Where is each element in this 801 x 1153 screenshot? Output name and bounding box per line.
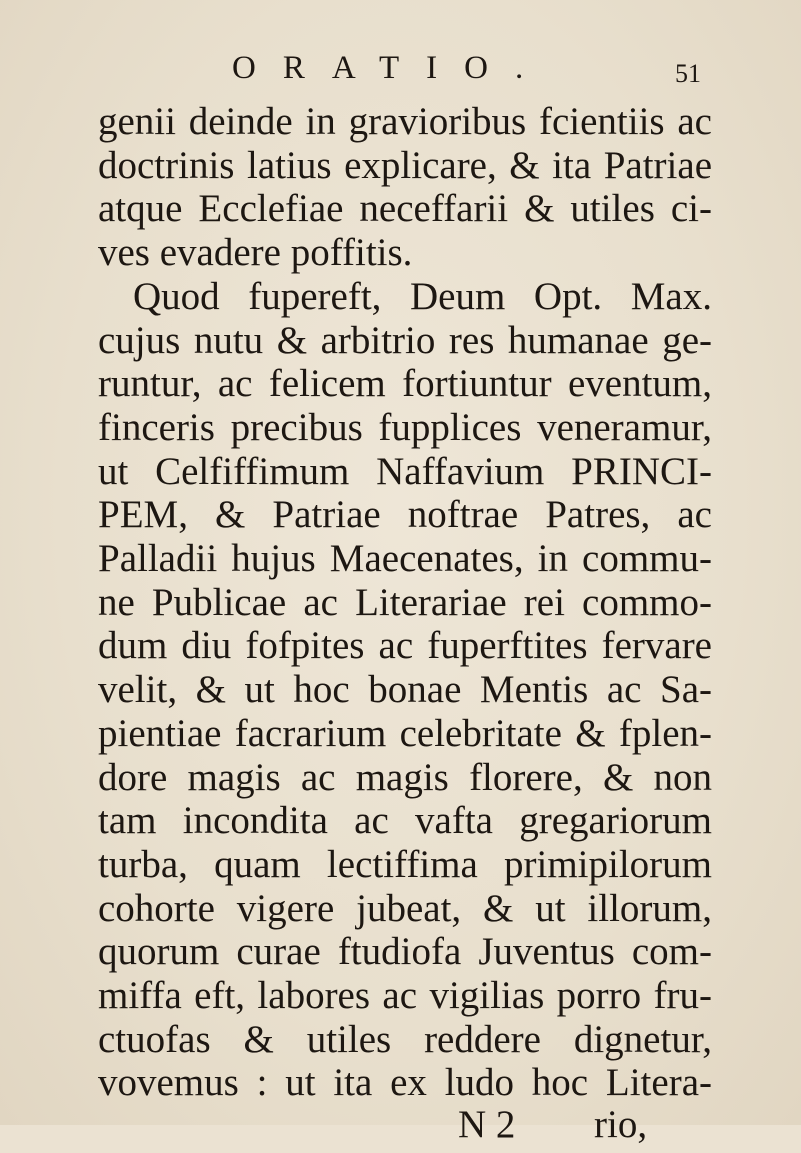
page-number: 51 bbox=[675, 59, 701, 88]
catchword: rio, bbox=[594, 1103, 648, 1147]
text-line: turba, quam lectiffima primipilorum bbox=[98, 842, 712, 886]
text-line: genii deinde in gravioribus fcientiis ac bbox=[98, 100, 712, 143]
page-footer bbox=[0, 1103, 801, 1153]
text-line: runtur, ac felicem fortiuntur eventum, bbox=[98, 362, 712, 406]
text-line: finceris precibus fupplices veneramur, bbox=[98, 405, 712, 449]
text-line: PEM, & Patriae noftrae Patres, ac bbox=[98, 493, 712, 537]
text-line: ves evadere poffitis. bbox=[98, 231, 413, 275]
text-line: ctuofas & utiles reddere dignetur, bbox=[98, 1017, 712, 1061]
text-line: dore magis ac magis florere, & non bbox=[98, 755, 712, 799]
text-line: Quod fupereft, Deum Opt. Max. bbox=[133, 274, 712, 318]
text-line: doctrinis latius explicare, & ita Patriae bbox=[98, 143, 712, 187]
text-line: cujus nutu & arbitrio res humanae ge- bbox=[98, 318, 712, 362]
text-line: ut Celfiffimum Naffavium PRINCI- bbox=[98, 449, 712, 493]
text-line: velit, & ut hoc bonae Mentis ac Sa- bbox=[98, 668, 712, 712]
signature-mark: N 2 bbox=[458, 1103, 516, 1147]
text-line: dum diu fofpites ac fuperftites fervare bbox=[98, 624, 712, 668]
text-line: tam incondita ac vafta gregariorum bbox=[98, 799, 712, 843]
text-line: vovemus : ut ita ex ludo hoc Litera- bbox=[98, 1061, 712, 1105]
text-line: pientiae facrarium celebritate & fplen- bbox=[98, 711, 712, 755]
text-line: miffa eft, labores ac vigilias porro fru- bbox=[98, 974, 712, 1017]
running-title: ORATIO. bbox=[232, 50, 551, 86]
page-header bbox=[0, 48, 801, 98]
text-line: Palladii hujus Maecenates, in commu- bbox=[98, 537, 712, 580]
text-line: quorum curae ftudiofa Juventus com- bbox=[98, 930, 712, 974]
text-line: ne Publicae ac Literariae rei commo- bbox=[98, 580, 712, 624]
text-line: atque Ecclefiae neceffarii & utiles ci- bbox=[98, 187, 712, 231]
text-line: cohorte vigere jubeat, & ut illorum, bbox=[98, 886, 712, 930]
